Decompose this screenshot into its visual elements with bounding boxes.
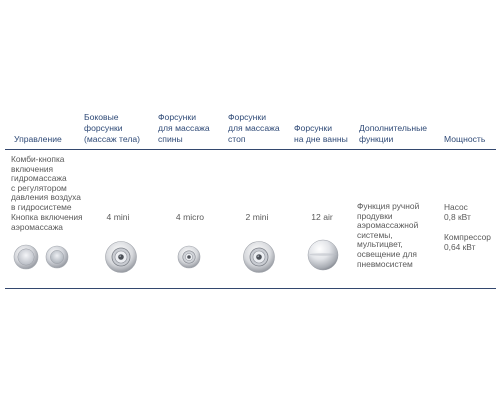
text-line: Функция ручной [357,201,420,211]
header-line: Форсунки [228,112,266,122]
text-line: Компрессор [444,232,491,242]
text-line: 0,64 кВт [444,241,476,252]
text-line: с регулятором [11,182,67,193]
text-line: в гидросистеме [11,201,72,212]
side-jets-value: 4 mini [106,212,130,222]
text-line: освещение для [357,248,417,259]
header-line: для массажа [228,123,280,133]
text-line: аэромассажа [11,221,63,232]
text-line: системы, [357,229,393,240]
control-combo-text [11,155,81,213]
text-line: давления воздуха [11,192,81,203]
text-line: пневмосистем [357,258,413,269]
air-jet-dome-icon [307,239,339,271]
text-line: гидромассажа [11,173,67,184]
bottom-jets-value: 12 air [311,212,333,222]
control-aero-text [11,213,83,232]
header-line: на дне ванны [294,134,348,144]
mini-jet-nozzle-icon [242,240,276,274]
text-line: мультицвет, [357,239,403,250]
text-line: включения [11,163,54,174]
header-line: (массаж тела) [84,134,141,144]
table-bottom-divider [5,288,496,289]
header-line: Дополнительные [359,123,428,133]
header-line: Боковые [84,112,119,122]
header-line: спины [158,134,183,144]
foot-jets-value: 2 mini [245,212,269,222]
text-line: 0,8 кВт [444,211,471,222]
micro-jet-nozzle-icon [177,245,201,269]
header-line: Форсунки [158,112,196,122]
header-control-label: Управление [14,134,62,144]
header-foot-jets [228,112,280,145]
text-line: продувки [357,210,393,221]
text-line: аэромассажной [357,220,419,231]
text-line: Комби-кнопка [11,154,65,164]
header-divider [5,149,496,150]
extra-functions-text [357,202,419,269]
header-line: для массажа [158,123,210,133]
header-back-jets [158,112,210,145]
chrome-round-button-icon [45,245,69,269]
back-jets-value: 4 micro [175,212,205,222]
header-line: форсунки [84,123,123,133]
header-extra [359,123,427,145]
text-line: Кнопка включения [11,212,83,222]
power-pump-text [444,203,471,222]
header-power-label: Мощность [444,134,486,144]
header-line: стоп [228,134,246,144]
header-line: функции [359,134,394,144]
mini-jet-nozzle-icon [104,240,138,274]
text-line: Насос [444,202,468,212]
chrome-round-button-icon [13,244,39,270]
header-control [14,134,62,145]
header-power [444,134,485,145]
header-line: Форсунки [294,123,332,133]
power-compressor-text [444,233,491,252]
header-side-jets [84,112,140,145]
header-bottom-jets [294,123,348,145]
